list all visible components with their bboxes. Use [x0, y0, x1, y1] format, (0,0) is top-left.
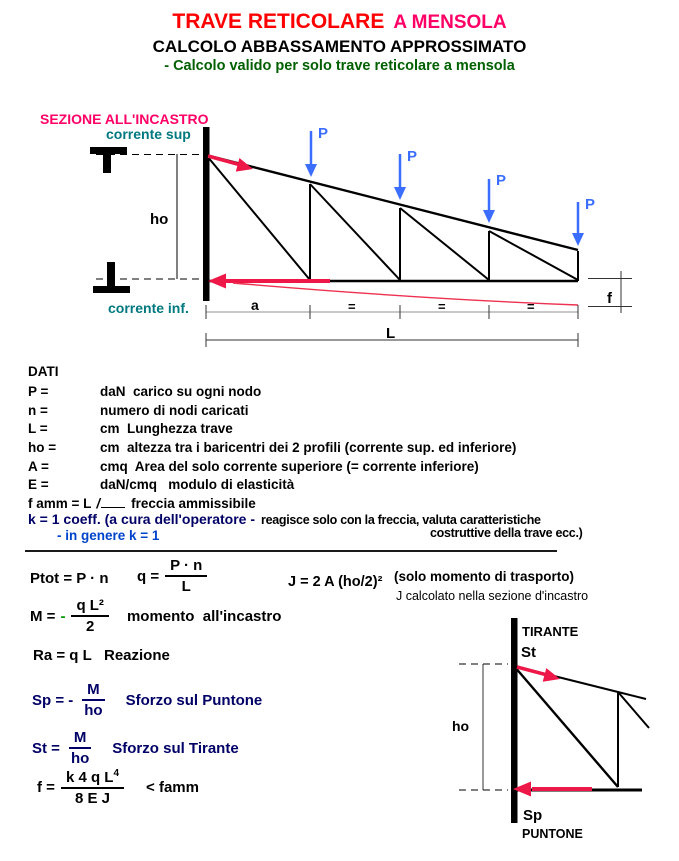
famm-slash: / — [96, 496, 101, 512]
section-title: SEZIONE ALL'INCASTRO — [40, 111, 209, 127]
load-label-2: P — [407, 148, 418, 165]
famm-suffix: freccia ammissibile — [131, 496, 256, 512]
f-numerator — [61, 768, 124, 789]
detail-diagonal-2 — [618, 692, 649, 728]
page-title — [0, 10, 679, 34]
detail-ho-label: ho — [452, 718, 470, 734]
truss-posts — [310, 184, 578, 281]
q-denominator: L — [181, 578, 191, 595]
dati-row-n — [28, 403, 516, 422]
formula-ptot: Ptot = P · n — [30, 570, 109, 587]
dati-symbol: A = — [28, 458, 49, 474]
q-fraction — [165, 557, 207, 595]
span-eq-label-1: = — [348, 299, 356, 314]
detail-diagonal-1 — [514, 666, 618, 787]
formula-sp — [32, 681, 262, 719]
f-num-exponent: 4 — [113, 768, 120, 779]
st-force-label: St — [521, 644, 536, 661]
st-lhs: St = — [32, 739, 60, 757]
f-lhs: f = — [37, 779, 55, 796]
dati-row-E — [28, 477, 516, 496]
st-arrow-icon — [517, 667, 560, 682]
m-description: momento all'incastro — [126, 607, 282, 625]
famm-blank-field — [101, 496, 125, 508]
ho-label: ho — [150, 211, 169, 228]
q-lhs: q = — [137, 567, 160, 585]
k-coefficient-note-2: costruttive della trave ecc.) — [430, 526, 583, 540]
f-comparison: < famm — [146, 779, 199, 796]
j-note-bold: (solo momento di trasporto) — [394, 569, 574, 584]
st-numerator: M — [69, 729, 92, 749]
sp-force-label: Sp — [523, 807, 543, 824]
puntone-label: PUNTONE — [522, 827, 583, 841]
m-numerator: q L² — [71, 597, 109, 617]
f-num-base: k 4 q L — [65, 769, 114, 786]
t-profile-bottom-icon — [93, 262, 130, 293]
st-description: Sforzo sul Tirante — [112, 739, 239, 757]
tirante-label: TIRANTE — [522, 624, 579, 639]
st-denominator: ho — [70, 750, 90, 767]
dati-heading: DATI — [28, 364, 59, 379]
detail-truss-diagram — [430, 608, 679, 861]
formula-st — [32, 729, 239, 767]
dati-symbol: E = — [28, 477, 49, 493]
length-label: L — [386, 325, 396, 342]
main-truss-diagram — [0, 95, 679, 360]
load-arrow-icons — [305, 131, 584, 246]
sp-lhs: Sp = - — [32, 691, 74, 709]
k-default-note: - in genere k = 1 — [57, 528, 160, 543]
span-eq-label-2: = — [438, 299, 446, 314]
dati-symbol: ho = — [28, 440, 57, 456]
sp-arrow-icon — [513, 782, 592, 797]
dati-desc: numero di nodi caricati — [100, 402, 249, 418]
dati-row-ho — [28, 440, 516, 459]
f-denominator: 8 E J — [74, 790, 110, 807]
famm-prefix: f amm = L — [28, 496, 92, 512]
section-divider — [25, 550, 557, 552]
title-accent: A MENSOLA — [393, 12, 507, 33]
load-label-3: P — [496, 172, 507, 189]
m-lhs: M = — [30, 607, 56, 625]
dati-section — [28, 364, 516, 515]
top-chord — [206, 155, 578, 250]
sp-description: Sforzo sul Puntone — [125, 691, 263, 709]
m-fraction — [71, 597, 109, 635]
wall-support — [203, 127, 210, 301]
m-minus-sign: - — [60, 607, 66, 625]
f-fraction — [61, 768, 124, 807]
dati-row-P — [28, 384, 516, 403]
corrente-inf-label: corrente inf. — [108, 300, 189, 316]
formula-m — [30, 597, 281, 635]
truss-diagonals — [207, 156, 578, 280]
dati-desc: daN carico su ogni nodo — [100, 384, 262, 399]
m-denominator: 2 — [86, 618, 95, 635]
dati-desc: daN/cmq modulo di elasticità — [100, 477, 295, 493]
j-note: J calcolato nella sezione d'incastro — [396, 589, 589, 603]
header-note: - Calcolo valido per solo trave reticolare a mensola — [164, 58, 515, 74]
dati-desc: cm Lunghezza trave — [100, 421, 233, 437]
sp-denominator: ho — [84, 702, 103, 719]
t-profile-top-icon — [90, 147, 127, 173]
formula-ra: Ra = q L Reazione — [33, 647, 170, 664]
deflection-label: f — [607, 290, 612, 307]
dati-row-L — [28, 421, 516, 440]
load-label-1: P — [318, 125, 329, 142]
span-eq-label-3: = — [527, 299, 535, 314]
dati-desc: cmq Area del solo corrente superiore (= corrente inferiore) — [100, 458, 479, 474]
k-coefficient-note: reagisce solo con la freccia, valuta caratteristiche — [261, 513, 541, 527]
sp-fraction — [79, 681, 107, 719]
formula-q — [137, 557, 213, 595]
dati-symbol: L = — [28, 421, 48, 437]
st-fraction — [66, 729, 94, 767]
detail-wall-support — [511, 618, 518, 823]
sp-numerator: M — [82, 681, 105, 701]
formula-f — [37, 768, 199, 807]
corrente-sup-label: corrente sup — [106, 126, 191, 142]
q-numerator: P · n — [165, 557, 207, 577]
dati-desc: cm altezza tra i baricentri dei 2 profili (corrente sup. ed inferiore) — [100, 440, 517, 456]
dati-symbol: n = — [28, 402, 48, 418]
dati-row-A — [28, 459, 516, 478]
k-coefficient-label: k = 1 coeff. (a cura dell'operatore - — [28, 511, 256, 527]
span-a-label: a — [251, 297, 259, 313]
page-subtitle: CALCOLO ABBASSAMENTO APPROSSIMATO — [152, 37, 527, 56]
formula-j: J = 2 A (ho/2)² — [288, 574, 383, 590]
title-main: TRAVE RETICOLARE — [172, 10, 385, 33]
dati-symbol: P = — [28, 384, 49, 399]
load-label-4: P — [585, 196, 596, 213]
